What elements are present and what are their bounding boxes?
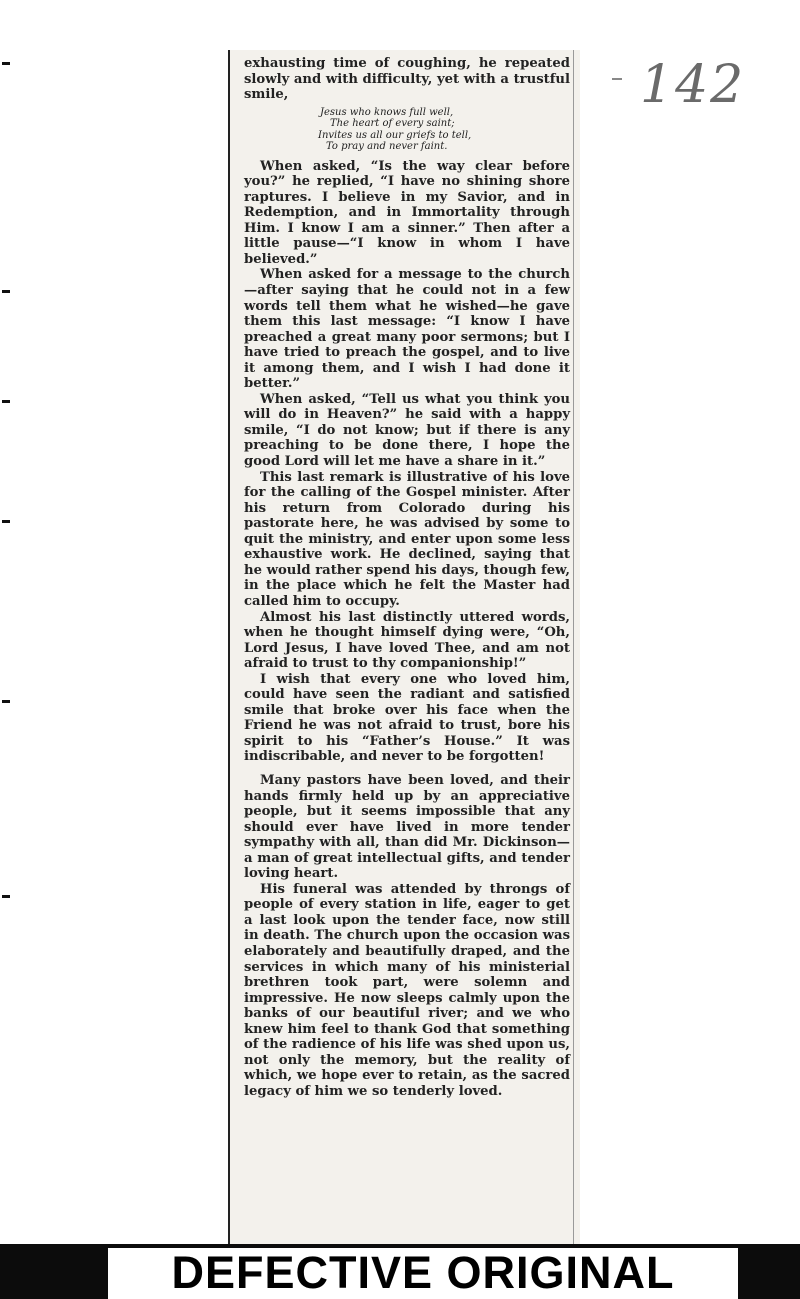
margin-tick	[2, 400, 10, 403]
poem-line: The heart of every saint;	[330, 118, 455, 130]
poem-line: Invites us all our griefs to tell,	[318, 129, 472, 141]
paragraph: Many pastors have been loved, and their hands firmly held up by an appreciative people, but it seems impossible that any should ever have lived in more tender sympathy with all, than did Mr. Dickinson—a man of great intellectual gifts, and tender loving heart.	[244, 772, 570, 882]
paragraph: His funeral was attended by throngs of people of every station in life, eager to get a last look upon the tender face, now still in death. The church upon the occasion was elaborately and beautifully draped, and the services in which many of his ministerial brethren took part, were solemn and impressive. He now sleeps calmly upon the banks of our beautiful river; and we who knew him feel to thank God that something of the radience of his life was shed upon us, not only the memory, but the reality of which, we hope ever to retain, as the sacred legacy of him we so tenderly loved.	[244, 881, 570, 1099]
column-break	[244, 765, 570, 773]
paragraph: I wish that every one who loved him, could have seen the radiant and satisfied smile that broke over his face when the Friend he was not afraid to trust, bore his spirit to his “Father’s House.” It was indiscribable, and never to be forgotten!	[244, 671, 570, 765]
poem-line: To pray and never faint.	[326, 141, 448, 153]
paragraph: When asked, “Tell us what you think you will do in Heaven?” he said with a happy smile, “I do not know; but if there is any preaching to be done there, I hope the good Lord will let me have a share in it.”	[244, 391, 570, 470]
margin-tick	[2, 62, 10, 65]
margin-tick	[2, 700, 10, 703]
paragraph: This last remark is illustrative of his love for the calling of the Gospel minister. After his return from Colorado during his pastorate here, he was advised by some to quit the ministry, and enter upon some less exhaustive work. He declined, saying that he would rather spend his days, though few, in the place which he felt the Master had called him to occupy.	[244, 469, 570, 609]
opening-lines: exhausting time of coughing, he repeated slowly and with difficulty, yet with a trustful smile,	[244, 56, 570, 103]
handwritten-page-number: 142	[640, 55, 746, 115]
poem-line: Jesus who knows full well,	[320, 106, 454, 118]
margin-tick	[2, 895, 10, 898]
paragraph: When asked, “Is the way clear before you?” he replied, “I have no shining shore raptures. I believe in my Savior, and in Redemption, and in Immortality through Him. I know I am a sinner.” Then after a little pause—“I know in whom I have believed.”	[244, 158, 570, 267]
paragraph: Almost his last distinctly uttered words, when he thought himself dying were, “Oh, Lord Jesus, I have loved Thee, and am not afraid to trust to thy companionship!”	[244, 609, 570, 672]
margin-tick	[2, 520, 10, 523]
column-text	[244, 56, 570, 1099]
margin-tick	[2, 290, 10, 293]
poem	[244, 107, 570, 153]
banner-label: DEFECTIVE ORIGINAL	[171, 1247, 675, 1298]
defective-original-banner	[0, 1244, 800, 1299]
newspaper-clipping	[228, 50, 580, 1245]
left-margin-marks	[0, 0, 14, 1240]
paragraph: When asked for a message to the church—after saying that he could not in a few words tell them what he wished—he gave them this last message: “I know I have preached a great many poor sermons; but I have tried to preach the gospel, and to live it among them, and I wish I had done it better.”	[244, 267, 570, 392]
pencil-mark	[612, 78, 622, 80]
